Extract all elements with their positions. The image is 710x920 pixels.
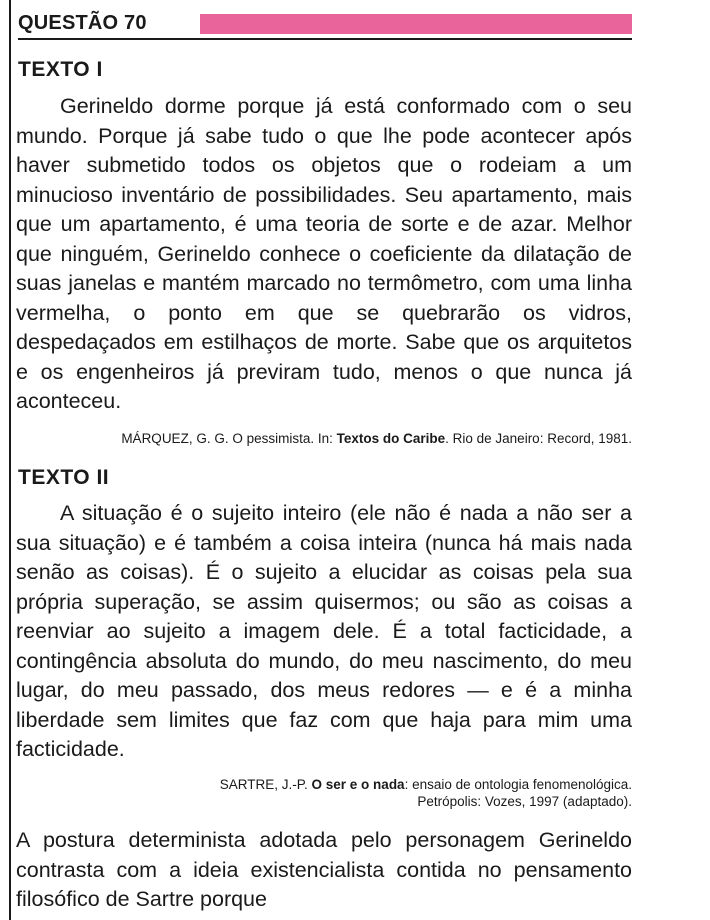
left-margin-rule [9, 0, 11, 920]
question-number: QUESTÃO 70 [18, 12, 147, 34]
texto1-source-suffix: . Rio de Janeiro: Record, 1981. [445, 431, 632, 446]
texto2-source [220, 776, 632, 810]
question-prompt: A postura determinista adotada pelo personagem Gerineldo contrasta com a ideia existencialista contida no pensamento filosófico de Sartre porque [16, 828, 632, 911]
texto2-source-book: O ser e o nada [311, 777, 405, 792]
texto1-body: Gerineldo dorme porque já está conformado com o seu mundo. Porque já sabe tudo o que lhe pode acontecer após haver submetido todos os objetos que o rodeiam a um minucioso inventário de possibilidades. Seu apartamento, mais que um apartamento, é uma teoria de sorte e de azar. Melhor que ninguém, Gerineldo conhece o coeficiente da dilatação de suas janelas e mantém marcado no termômetro, com uma linha vermelha, o ponto em que se quebrarão os vidros, despedaçados em estilhaços de morte. Sabe que os arquitetos e os engenheiros já previram tudo, menos o que nunca já aconteceu. [16, 94, 632, 413]
texto2-source-suffix: : ensaio de ontologia fenomenológica. [404, 777, 632, 792]
texto1-source-prefix: MÁRQUEZ, G. G. O pessimista. In: [121, 431, 337, 446]
texto2-body: A situação é o sujeito inteiro (ele não é nada a não ser a sua situação) e é também a coisa inteira (nunca há mais nada senão as coisas). É o sujeito a elucidar as coisas pela sua própria superação, se assim quisermos; ou são as coisas a reenviar ao sujeito a imagem dele. É a total facticidade, a contingência absoluta do mundo, do meu nascimento, do meu lugar, do meu passado, dos meus redores — e é a minha liberdade sem limites que faz com que haja para mim uma facticidade. [16, 501, 632, 761]
header-divider [18, 38, 632, 40]
texto2-source-prefix: SARTRE, J.-P. [219, 777, 312, 792]
texto1-source [121, 430, 632, 447]
header-accent-bar [200, 14, 632, 34]
question-header [18, 10, 632, 42]
texto1-source-book: Textos do Caribe [336, 431, 446, 446]
texto2-title: TEXTO II [18, 466, 110, 489]
texto1-title: TEXTO I [18, 58, 103, 81]
texto2-source-line2: Petrópolis: Vozes, 1997 (adaptado). [417, 794, 632, 809]
